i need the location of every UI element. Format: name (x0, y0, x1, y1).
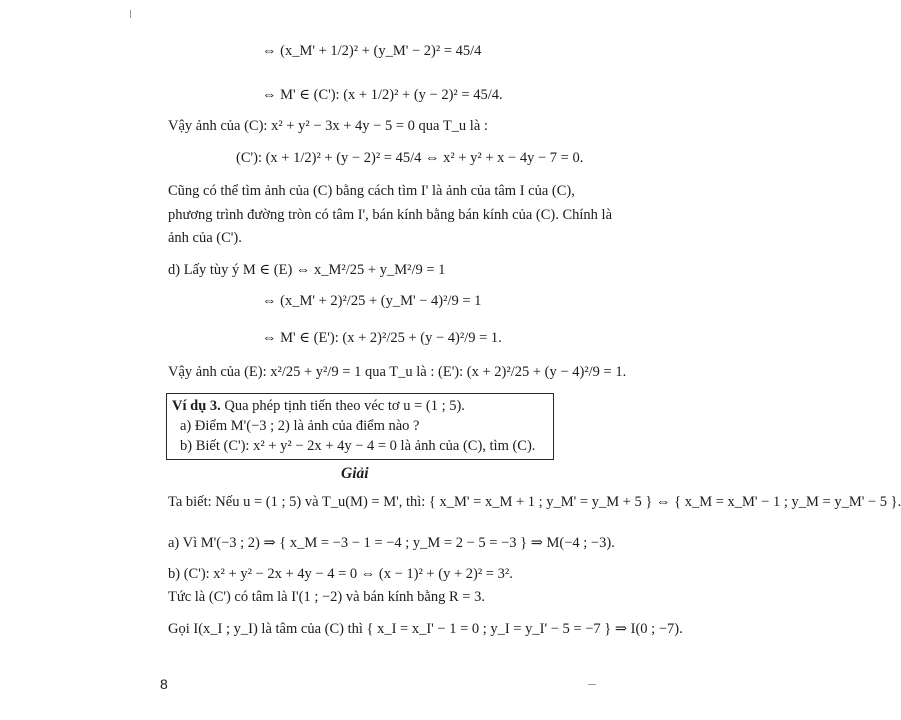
scan-mark (130, 10, 131, 18)
text-line-7: ảnh của (C'). (168, 230, 242, 246)
example-label: Ví dụ 3. (172, 398, 221, 414)
text-line-3: Vậy ảnh của (C): x² + y² − 3x + 4y − 5 = 0 qua T_u là : (168, 118, 488, 134)
equation-line-9: ⇔ (x_M' + 2)²/25 + (y_M' − 4)²/9 = 1 (262, 293, 482, 309)
solution-line-5: Gọi I(x_I ; y_I) là tâm của (C) thì { x_I = x_I' − 1 = 0 ; y_I = y_I' − 5 = −7 } ⇒ I(0 ; −7). (168, 621, 683, 637)
equation-line-4: (C'): (x + 1/2)² + (y − 2)² = 45/4 ⇔ x² + y² + x − 4y − 7 = 0. (236, 150, 584, 166)
solution-line-3: b) (C'): x² + y² − 2x + 4y − 4 = 0 ⇔ (x − 1)² + (y + 2)² = 3². (168, 566, 513, 582)
text-line-8: d) Lấy tùy ý M ∈ (E) ⇔ x_M²/25 + y_M²/9 = 1 (168, 262, 446, 278)
text-line-11: Vậy ảnh của (E): x²/25 + y²/9 = 1 qua T_u là : (E'): (x + 2)²/25 + (y − 4)²/9 = 1. (168, 364, 627, 380)
equation-line-1: ⇔ (x_M' + 1/2)² + (y_M' − 2)² = 45/4 (262, 43, 482, 59)
example-text: Qua phép tịnh tiến theo véc tơ u = (1 ; 5). (220, 398, 465, 414)
example-part-b: b) Biết (C'): x² + y² − 2x + 4y − 4 = 0 là ảnh của (C), tìm (C). (180, 438, 536, 454)
solution-line-2: a) Vì M'(−3 ; 2) ⇒ { x_M = −3 − 1 = −4 ; y_M = 2 − 5 = −3 } ⇒ M(−4 ; −3). (168, 535, 615, 551)
example-part-a: a) Điểm M'(−3 ; 2) là ảnh của điểm nào ? (180, 418, 420, 434)
example-heading (172, 398, 465, 415)
equation-line-10: ⇔ M' ∈ (E'): (x + 2)²/25 + (y − 4)²/9 = 1. (262, 330, 502, 346)
equation-line-2: ⇔ M' ∈ (C'): (x + 1/2)² + (y − 2)² = 45/4. (262, 87, 503, 103)
text-line-5: Cũng có thể tìm ảnh của (C) bằng cách tìm I' là ảnh của tâm I của (C), (168, 183, 575, 199)
solution-line-1: Ta biết: Nếu u = (1 ; 5) và T_u(M) = M', thì: { x_M' = x_M + 1 ; y_M' = y_M + 5 } ⇔ { x_M = x_M' − 1 ; y_M = y_M' − 5 }. (168, 494, 901, 510)
solution-line-4: Tức là (C') có tâm là I'(1 ; −2) và bán kính bằng R = 3. (168, 589, 485, 605)
solution-title: Giải (341, 465, 369, 482)
scan-mark (588, 684, 596, 685)
page-number: 8 (160, 676, 168, 692)
text-line-6: phương trình đường tròn có tâm I', bán kính bằng bán kính của (C). Chính là (168, 207, 613, 223)
